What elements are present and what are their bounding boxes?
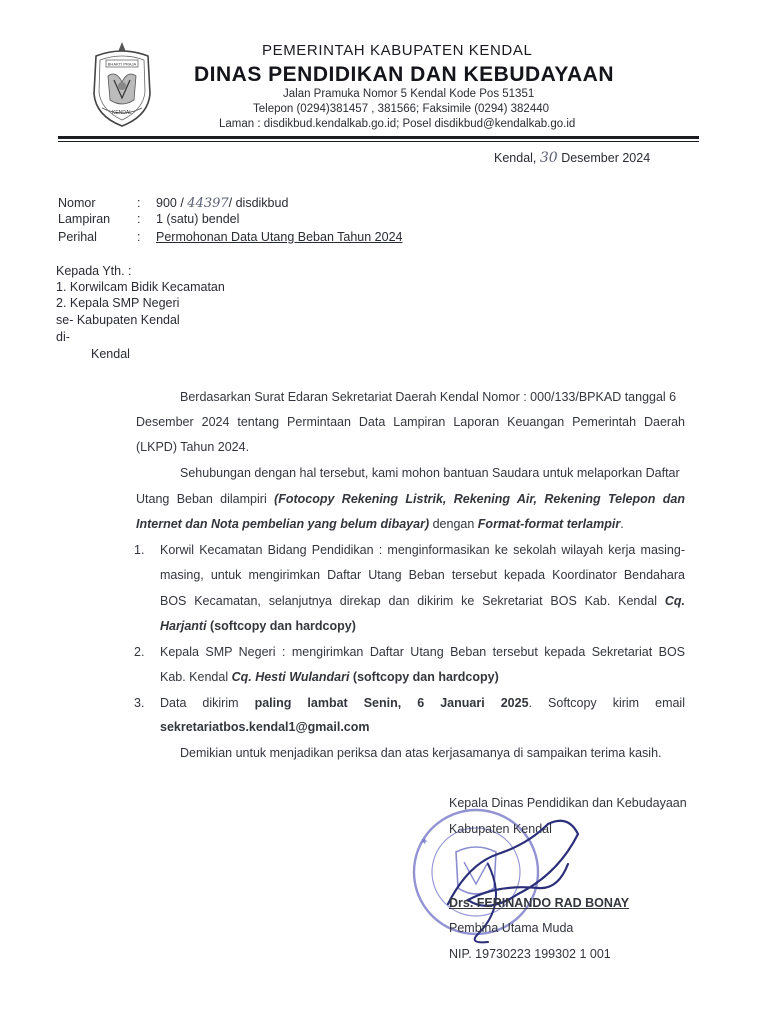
date-day-handwritten: 30 (539, 150, 558, 166)
website-email-line: Laman : disdikbud.kendalkab.go.id; Posel disdikbud@kendalkab.go.id (219, 118, 576, 130)
list-item-line (160, 619, 356, 633)
closing-sentence: Demikian untuk menjadikan periksa dan atas kerjasamanya di sampaikan terima kasih. (180, 746, 662, 760)
perihal-label: Perihal (58, 230, 97, 244)
list-item-line: masing, untuk mengirimkan Daftar Utang Beban tersebut kepada Koordinator Bendahara (160, 568, 685, 582)
body-paragraph-line: Sehubungan dengan hal tersebut, kami mohon bantuan Saudara untuk melaporkan Daftar (180, 466, 680, 480)
body-text-run: Data dikirim (160, 696, 239, 710)
body-bold: paling lambat Senin, 6 Januari 2025 (254, 696, 529, 710)
recipient-item: 2. Kepala SMP Negeri (56, 296, 180, 310)
body-paragraph-line: Desember 2024 tentang Permintaan Data Lampiran Laporan Keuangan Pemerintah Daerah (136, 415, 685, 429)
recipient-di: di- (56, 330, 70, 344)
list-item-line (160, 594, 685, 608)
body-emphasis: Internet dan Nota pembelian yang belum dibayar) (136, 517, 430, 531)
signatory-rank: Pembina Utama Muda (449, 921, 574, 935)
list-item-line: Korwil Kecamatan Bidang Pendidikan : menginformasikan ke sekolah wilayah kerja masing- (160, 543, 685, 557)
body-paragraph-line: Berdasarkan Surat Edaran Sekretariat Daerah Kendal Nomor : 000/133/BPKAD tanggal 6 (180, 390, 677, 404)
perihal-value: Permohonan Data Utang Beban Tahun 2024 (156, 230, 403, 244)
nomor-suffix: / disdikbud (228, 196, 289, 210)
body-emphasis: Harjanti (160, 619, 207, 633)
date-month-year: Desember 2024 (561, 151, 651, 165)
date-city: Kendal, (494, 151, 537, 165)
body-text-run: . (620, 517, 624, 531)
lampiran-label: Lampiran (58, 212, 111, 226)
list-number: 2. (134, 645, 145, 659)
government-name: PEMERINTAH KABUPATEN KENDAL (262, 42, 533, 59)
body-text-run: BOS Kecamatan, selanjutnya direkap dan dikirim ke Sekretariat BOS Kab. Kendal (160, 594, 658, 608)
body-text-run: . Softcopy kirim email (528, 696, 685, 710)
recipient-region: se- Kabupaten Kendal (56, 313, 180, 327)
body-paragraph-line: (LKPD) Tahun 2024. (136, 440, 250, 454)
kendal-regency-crest-icon (86, 38, 158, 130)
body-paragraph-line (136, 517, 624, 531)
address-line: Jalan Pramuka Nomor 5 Kendal Kode Pos 51351 (283, 88, 535, 100)
body-emphasis: Cq. Hesti Wulandari (231, 670, 350, 684)
nomor-handwritten: 44397 (187, 196, 229, 211)
body-bold: (softcopy dan hardcopy) (352, 670, 499, 684)
list-number: 3. (134, 696, 145, 710)
nomor-prefix: 900 / (156, 196, 184, 210)
body-text-run: dengan (432, 517, 475, 531)
letter-date (494, 150, 650, 166)
svg-text:★: ★ (417, 834, 431, 848)
body-emphasis: Cq. (664, 594, 685, 608)
list-item-line: Kepala SMP Negeri : mengirimkan Daftar Utang Beban tersebut kepada Sekretariat BOS (160, 645, 685, 659)
nomor-label: Nomor (58, 196, 96, 210)
list-item-line (160, 696, 685, 710)
lampiran-value: 1 (satu) bendel (156, 212, 240, 226)
body-emphasis: Format-format terlampir (477, 517, 621, 531)
nomor-colon: : (137, 196, 141, 210)
logo-motto: BHAKTI PRAJA (107, 61, 137, 67)
letterhead-rule-thin (58, 141, 699, 142)
list-number: 1. (134, 543, 145, 557)
signatory-nip: NIP. 19730223 199302 1 001 (449, 947, 611, 961)
body-bold: (softcopy dan hardcopy) (210, 619, 356, 633)
recipient-item: 1. Korwilcam Bidik Kecamatan (56, 280, 225, 294)
signatory-title: Kepala Dinas Pendidikan dan Kebudayaan (449, 796, 687, 810)
body-paragraph-line (136, 492, 685, 506)
body-text-run: Kab. Kendal (160, 670, 229, 684)
department-name: DINAS PENDIDIKAN DAN KEBUDAYAAN (194, 63, 614, 86)
signatory-name: Drs. FERINANDO RAD BONAY (449, 896, 630, 910)
nomor-value (156, 196, 288, 211)
lampiran-colon: : (137, 212, 141, 226)
body-emphasis: (Fotocopy Rekening Listrik, Rekening Air, Rekening Telepon dan (274, 492, 685, 506)
letterhead-rule-thick (58, 136, 699, 139)
perihal-colon: : (137, 230, 141, 244)
contact-email: sekretariatbos.kendal1@gmail.com (160, 720, 370, 734)
body-text-run: Utang Beban dilampiri (136, 492, 267, 506)
phone-line: Telepon (0294)381457 , 381566; Faksimile (0294) 382440 (253, 103, 550, 115)
signatory-region: Kabupaten Kendal (449, 822, 552, 836)
recipient-salutation: Kepada Yth. : (56, 264, 132, 278)
list-item-line (160, 670, 499, 684)
recipient-place: Kendal (91, 347, 130, 361)
logo-kendal-label: KENDAL (111, 110, 133, 116)
